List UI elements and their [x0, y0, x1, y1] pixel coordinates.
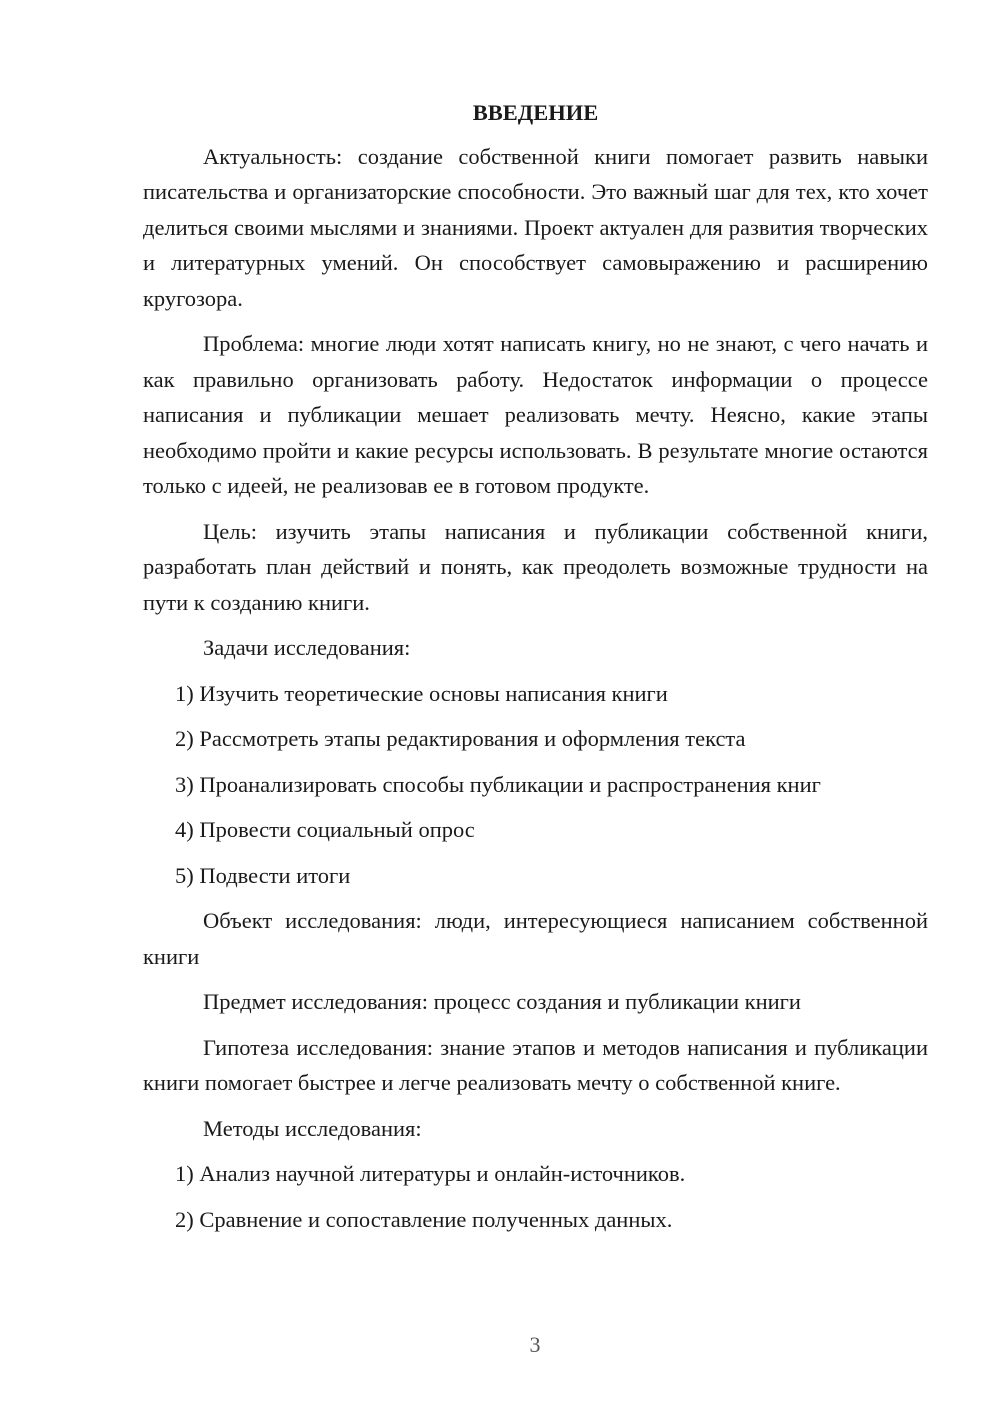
- method-item: 2) Сравнение и сопоставление полученных данных.: [175, 1206, 673, 1232]
- goal-paragraph: Цель: изучить этапы написания и публикации собственной книги, разработать план действий и понять, как преодолеть возможные трудности на пути к созданию книги.: [143, 518, 928, 615]
- object-paragraph: Объект исследования: люди, интересующиеся написанием собственной книги: [143, 908, 928, 969]
- task-item: 3) Проанализировать способы публикации и распространения книг: [175, 771, 821, 797]
- problem-paragraph: Проблема: многие люди хотят написать книгу, но не знают, с чего начать и как правильно организовать работу. Недостаток информации о процессе написания и публикации мешает реализовать мечту. Неясно, какие этапы необходимо пройти и какие ресурсы использовать. В результате многие остаются только с идеей, не реализовав ее в готовом продукте.: [143, 331, 928, 498]
- methods-label: Методы исследования:: [203, 1115, 422, 1141]
- section-title: ВВЕДЕНИЕ: [472, 100, 599, 125]
- task-item: 2) Рассмотреть этапы редактирования и оформления текста: [175, 726, 746, 751]
- page-number: 3: [529, 1332, 541, 1357]
- subject-paragraph: Предмет исследования: процесс создания и публикации книги: [203, 989, 801, 1014]
- tasks-label: Задачи исследования:: [203, 635, 411, 660]
- task-item: 4) Провести социальный опрос: [175, 817, 475, 842]
- task-item: 5) Подвести итоги: [175, 862, 351, 888]
- relevance-paragraph: Актуальность: создание собственной книги помогает развить навыки писательства и организаторские способности. Это важный шаг для тех, кто хочет делиться своими мыслями и знаниями. Проект актуален для развития творческих и литературных умений. Он способствует самовыражению и расширению кругозора.: [143, 143, 928, 311]
- task-item: 1) Изучить теоретические основы написания книги: [175, 680, 668, 706]
- page-content: [143, 95, 928, 1247]
- method-item: 1) Анализ научной литературы и онлайн-источников.: [175, 1161, 686, 1186]
- hypothesis-paragraph: Гипотеза исследования: знание этапов и методов написания и публикации книги помогает быстрее и легче реализовать мечту о собственной книге.: [143, 1034, 928, 1095]
